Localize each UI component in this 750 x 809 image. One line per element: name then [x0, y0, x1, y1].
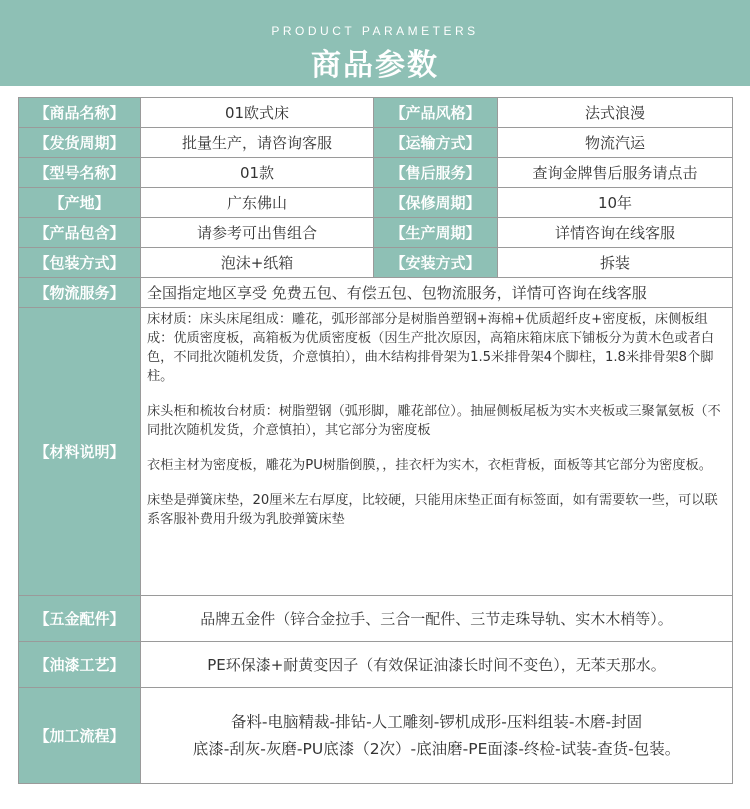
process-line-1: 备料-电脑精裁-排钻-人工雕刻-锣机成形-压料组装-木磨-封固 — [230, 712, 643, 731]
paint-value: PE环保漆+耐黄变因子（有效保证油漆长时间不变色），无苯天那水。 — [141, 642, 733, 688]
delivery-cycle-value: 批量生产，请咨询客服 — [141, 128, 374, 158]
process-label: 【加工流程】 — [19, 688, 141, 784]
warranty-value: 10年 — [498, 188, 733, 218]
logistics-value: 全国指定地区享受 免费五包、有偿五包、包物流服务，详情可咨询在线客服 — [141, 278, 733, 308]
product-name-label: 【商品名称】 — [19, 98, 141, 128]
hardware-label: 【五金配件】 — [19, 596, 141, 642]
model-name-value: 01款 — [141, 158, 374, 188]
hardware-value: 品牌五金件（锌合金拉手、三合一配件、三节走珠导轨、实木木梢等）。 — [141, 596, 733, 642]
process-line-2: 底漆-刮灰-灰磨-PU底漆（2次）-底油磨-PE面漆-终检-试装-查货-包装。 — [192, 739, 681, 758]
table-row — [19, 218, 733, 248]
packaging-label: 【包装方式】 — [19, 248, 141, 278]
materials-description — [141, 308, 733, 596]
production-cycle-value: 详情咨询在线客服 — [498, 218, 733, 248]
header-subtitle: PRODUCT PARAMETERS — [271, 24, 479, 38]
table-row — [19, 248, 733, 278]
materials-nightstand: 床头柜和梳妆台材质：树脂塑钢（弧形脚，雕花部位）。抽屉侧板尾板为实木夹板或三聚氰氨板（不同批次随机发货，介意慎拍），其它部分为密度板 — [147, 404, 721, 438]
package-contents-label: 【产品包含】 — [19, 218, 141, 248]
materials-label: 【材料说明】 — [19, 308, 141, 596]
process-value — [141, 688, 733, 784]
transport-label: 【运输方式】 — [374, 128, 498, 158]
product-name-value: 01欧式床 — [141, 98, 374, 128]
table-row — [19, 158, 733, 188]
packaging-value: 泡沫+纸箱 — [141, 248, 374, 278]
after-sales-label: 【售后服务】 — [374, 158, 498, 188]
model-name-label: 【型号名称】 — [19, 158, 141, 188]
table-row — [19, 642, 733, 688]
parameters-table — [18, 97, 733, 784]
transport-value: 物流汽运 — [498, 128, 733, 158]
header-banner — [0, 0, 750, 86]
table-row — [19, 128, 733, 158]
production-cycle-label: 【生产周期】 — [374, 218, 498, 248]
materials-bed: 床材质：床头床尾组成：雕花，弧形部部分是树脂兽塑钢+海棉+优质超纤皮+密度板，床侧板组成：优质密度板，高箱板为优质密度板（因生产批次原因，高箱床箱床底下铺板分为黄木色或者白色，不同批次随机发货，介意慎拍），曲木结构排骨架为1.5米排骨架4个脚柱，1.8米排骨架8个脚柱。 — [147, 312, 715, 384]
table-row — [19, 188, 733, 218]
installation-value: 拆装 — [498, 248, 733, 278]
product-style-label: 【产品风格】 — [374, 98, 498, 128]
header-title: 商品参数 — [311, 48, 439, 83]
table-row — [19, 308, 733, 596]
table-row — [19, 596, 733, 642]
materials-wardrobe: 衣柜主材为密度板，雕花为PU树脂倒膜，，挂衣杆为实木，衣柜背板，面板等其它部分为密度板。 — [147, 458, 712, 473]
delivery-cycle-label: 【发货周期】 — [19, 128, 141, 158]
table-row — [19, 98, 733, 128]
origin-label: 【产地】 — [19, 188, 141, 218]
product-style-value: 法式浪漫 — [498, 98, 733, 128]
origin-value: 广东佛山 — [141, 188, 374, 218]
package-contents-value: 请参考可出售组合 — [141, 218, 374, 248]
logistics-label: 【物流服务】 — [19, 278, 141, 308]
materials-mattress: 床垫是弹簧床垫，20厘米左右厚度，比较硬，只能用床垫正面有标签面，如有需要软一些，可以联系客服补费用升级为乳胶弹簧床垫 — [147, 493, 718, 527]
table-row — [19, 688, 733, 784]
table-row — [19, 278, 733, 308]
installation-label: 【安装方式】 — [374, 248, 498, 278]
after-sales-link[interactable]: 查询金牌售后服务请点击 — [498, 158, 733, 188]
paint-label: 【油漆工艺】 — [19, 642, 141, 688]
warranty-label: 【保修周期】 — [374, 188, 498, 218]
